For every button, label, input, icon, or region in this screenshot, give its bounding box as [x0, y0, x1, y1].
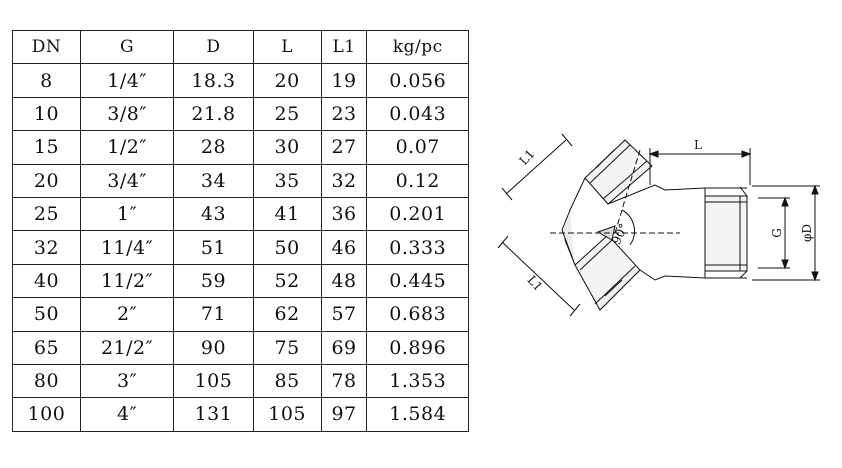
table-cell: 131 [174, 398, 253, 431]
table-cell: 85 [253, 364, 321, 397]
label-angle: 90° [609, 221, 631, 247]
table-cell: 41 [253, 197, 321, 230]
label-l1-upper: L1 [516, 146, 538, 168]
table-cell: 0.07 [367, 131, 469, 164]
table-cell: 1″ [80, 197, 173, 230]
table-row [13, 97, 469, 130]
table-cell: 48 [321, 264, 367, 297]
table-cell: 32 [321, 164, 367, 197]
header-dn: DN [13, 31, 81, 64]
table-cell: 34 [174, 164, 253, 197]
table-cell: 4″ [80, 398, 173, 431]
table-cell: 62 [253, 298, 321, 331]
table-cell: 65 [13, 331, 81, 364]
table-cell: 50 [13, 298, 81, 331]
table-cell: 75 [253, 331, 321, 364]
table-cell: 11/4″ [80, 231, 173, 264]
table-cell: 15 [13, 131, 81, 164]
table-cell: 19 [321, 64, 367, 97]
upper-branch-outline [585, 140, 652, 204]
right-socket-outline [705, 187, 747, 278]
table-cell: 78 [321, 364, 367, 397]
table-cell: 3/4″ [80, 164, 173, 197]
table-cell: 25 [253, 97, 321, 130]
table-cell: 32 [13, 231, 81, 264]
table-cell: 20 [253, 64, 321, 97]
table-cell: 11/2″ [80, 264, 173, 297]
table-cell: 35 [253, 164, 321, 197]
table-cell: 46 [321, 231, 367, 264]
table-cell: 51 [174, 231, 253, 264]
table-row [13, 398, 469, 431]
table-row [13, 131, 469, 164]
table-cell: 0.896 [367, 331, 469, 364]
header-l: L [253, 31, 321, 64]
dimension-l [650, 148, 750, 185]
table-cell: 100 [13, 398, 81, 431]
table-cell: 36 [321, 197, 367, 230]
table-cell: 0.445 [367, 264, 469, 297]
table-row [13, 331, 469, 364]
table-cell: 27 [321, 131, 367, 164]
wye-fitting-drawing [490, 130, 835, 330]
label-d: φD [800, 223, 814, 243]
lower-branch-outline [575, 235, 640, 310]
table-cell: 0.333 [367, 231, 469, 264]
table-row [13, 298, 469, 331]
label-l1-lower: L1 [524, 272, 546, 294]
table-cell: 59 [174, 264, 253, 297]
header-weight: kg/pc [367, 31, 469, 64]
table-cell: 97 [321, 398, 367, 431]
table-cell: 21.8 [174, 97, 253, 130]
table-header-row [13, 31, 469, 64]
table-cell: 105 [174, 364, 253, 397]
table-cell: 0.201 [367, 197, 469, 230]
table-cell: 69 [321, 331, 367, 364]
table-cell: 20 [13, 164, 81, 197]
table-cell: 2″ [80, 298, 173, 331]
table-cell: 8 [13, 64, 81, 97]
table-row [13, 197, 469, 230]
header-l1: L1 [321, 31, 367, 64]
table-cell: 3/8″ [80, 97, 173, 130]
table-cell: 43 [174, 197, 253, 230]
table-cell: 10 [13, 97, 81, 130]
table-cell: 0.12 [367, 164, 469, 197]
table-cell: 25 [13, 197, 81, 230]
table-cell: 1/2″ [80, 131, 173, 164]
table-cell: 105 [253, 398, 321, 431]
table-cell: 0.056 [367, 64, 469, 97]
header-g: G [80, 31, 173, 64]
table-row [13, 64, 469, 97]
table-row [13, 231, 469, 264]
table-cell: 57 [321, 298, 367, 331]
table-cell: 28 [174, 131, 253, 164]
table-row [13, 364, 469, 397]
table-cell: 40 [13, 264, 81, 297]
table-row [13, 264, 469, 297]
label-g: G [770, 228, 784, 238]
table-cell: 30 [253, 131, 321, 164]
table-cell: 3″ [80, 364, 173, 397]
table-cell: 0.043 [367, 97, 469, 130]
header-d: D [174, 31, 253, 64]
table-cell: 21/2″ [80, 331, 173, 364]
table-cell: 71 [174, 298, 253, 331]
table-cell: 0.683 [367, 298, 469, 331]
table-cell: 1.353 [367, 364, 469, 397]
table-row [13, 164, 469, 197]
table-cell: 50 [253, 231, 321, 264]
dimension-table [12, 30, 469, 432]
table-cell: 1.584 [367, 398, 469, 431]
table-cell: 80 [13, 364, 81, 397]
table-cell: 23 [321, 97, 367, 130]
table-body [13, 64, 469, 431]
label-l: L [694, 138, 702, 152]
table-cell: 52 [253, 264, 321, 297]
dimension-l1-upper [502, 134, 572, 200]
table-cell: 18.3 [174, 64, 253, 97]
table-cell: 90 [174, 331, 253, 364]
table-cell: 1/4″ [80, 64, 173, 97]
